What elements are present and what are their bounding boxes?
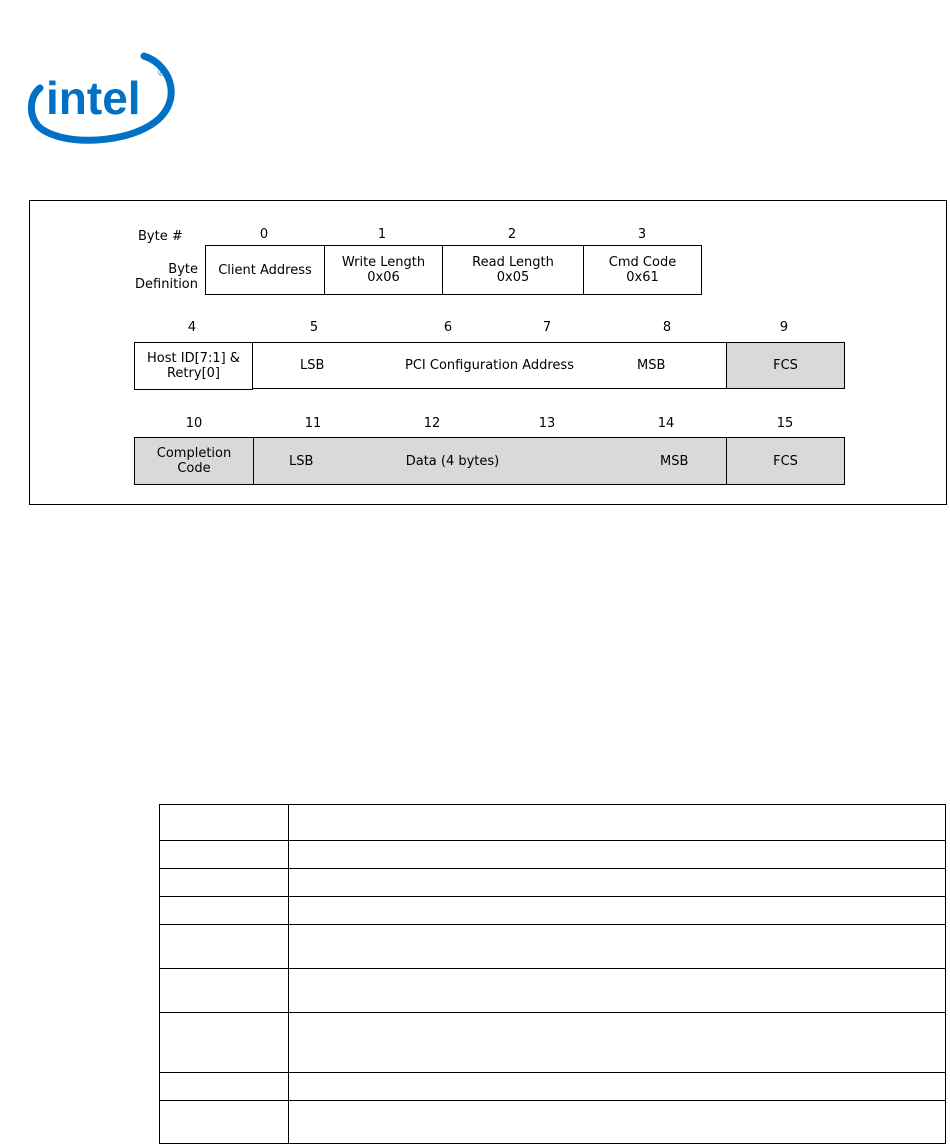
intel-logo bbox=[24, 36, 180, 152]
byte-number-1: 1 bbox=[377, 227, 387, 242]
byte-number-6: 6 bbox=[443, 320, 453, 335]
field-code-label: Code bbox=[177, 461, 211, 476]
byte-number-2: 2 bbox=[507, 227, 517, 242]
table-rule bbox=[159, 868, 946, 869]
field-write-length-value: 0x06 bbox=[367, 270, 400, 285]
field-read-length bbox=[442, 245, 584, 295]
field-data bbox=[253, 437, 727, 485]
byte-number-5: 5 bbox=[309, 320, 319, 335]
field-fcs-request-label: FCS bbox=[773, 358, 798, 373]
field-write-length-label: Write Length bbox=[341, 255, 426, 270]
table-rule bbox=[159, 1100, 946, 1101]
logo-registered-mark: ® bbox=[158, 67, 167, 79]
field-fcs-response-label: FCS bbox=[773, 453, 798, 469]
table-rule bbox=[159, 840, 946, 841]
byte-number-4: 4 bbox=[187, 320, 197, 335]
table-rule bbox=[159, 896, 946, 897]
field-pci-config-address-label: PCI Configuration Address bbox=[405, 358, 574, 373]
table-rule bbox=[288, 804, 289, 1144]
field-pci-msb-label: MSB bbox=[637, 358, 666, 373]
field-client-address-label: Client Address bbox=[218, 262, 312, 278]
field-data-msb-label: MSB bbox=[660, 454, 689, 469]
byte-number-header: Byte # bbox=[138, 229, 183, 244]
field-client-address bbox=[205, 245, 325, 295]
byte-number-0: 0 bbox=[259, 227, 269, 242]
field-write-length bbox=[324, 245, 443, 295]
field-data-label: Data (4 bytes) bbox=[405, 453, 500, 469]
table-rule bbox=[159, 924, 946, 925]
logo-wordmark: intel bbox=[46, 72, 141, 124]
byte-number-3: 3 bbox=[637, 227, 647, 242]
byte-number-9: 9 bbox=[779, 320, 789, 335]
byte-number-12: 12 bbox=[423, 416, 441, 431]
field-pci-lsb-label: LSB bbox=[300, 358, 325, 373]
byte-number-7: 7 bbox=[542, 320, 552, 335]
table-rule bbox=[159, 1012, 946, 1013]
field-host-id-retry bbox=[134, 342, 253, 390]
table-rule bbox=[159, 968, 946, 969]
field-read-length-value: 0x05 bbox=[496, 270, 530, 285]
field-retry-label: Retry[0] bbox=[166, 366, 220, 381]
byte-definition-label: Byte Definition bbox=[135, 262, 198, 292]
field-data-lsb-label: LSB bbox=[289, 454, 314, 469]
field-completion-label: Completion bbox=[156, 446, 232, 461]
byte-number-14: 14 bbox=[657, 416, 675, 431]
byte-number-10: 10 bbox=[185, 416, 203, 431]
field-completion-code bbox=[134, 437, 254, 485]
table-rule bbox=[159, 804, 946, 805]
table-rule bbox=[945, 804, 946, 1144]
byte-number-8: 8 bbox=[662, 320, 672, 335]
field-cmd-code-value: 0x61 bbox=[626, 270, 659, 285]
byte-number-15: 15 bbox=[776, 416, 794, 431]
table-rule bbox=[159, 804, 160, 1144]
field-host-id-label: Host ID[7:1] & bbox=[147, 351, 240, 366]
field-read-length-label: Read Length bbox=[472, 255, 554, 270]
table-rule bbox=[159, 1143, 946, 1144]
field-fcs-response bbox=[726, 437, 845, 485]
field-cmd-code-label: Cmd Code bbox=[608, 255, 677, 270]
intel-logo-icon bbox=[24, 36, 180, 152]
table-rule bbox=[159, 1072, 946, 1073]
field-cmd-code bbox=[583, 245, 702, 295]
field-fcs-request bbox=[726, 342, 845, 389]
byte-number-11: 11 bbox=[304, 416, 322, 431]
byte-number-13: 13 bbox=[538, 416, 556, 431]
